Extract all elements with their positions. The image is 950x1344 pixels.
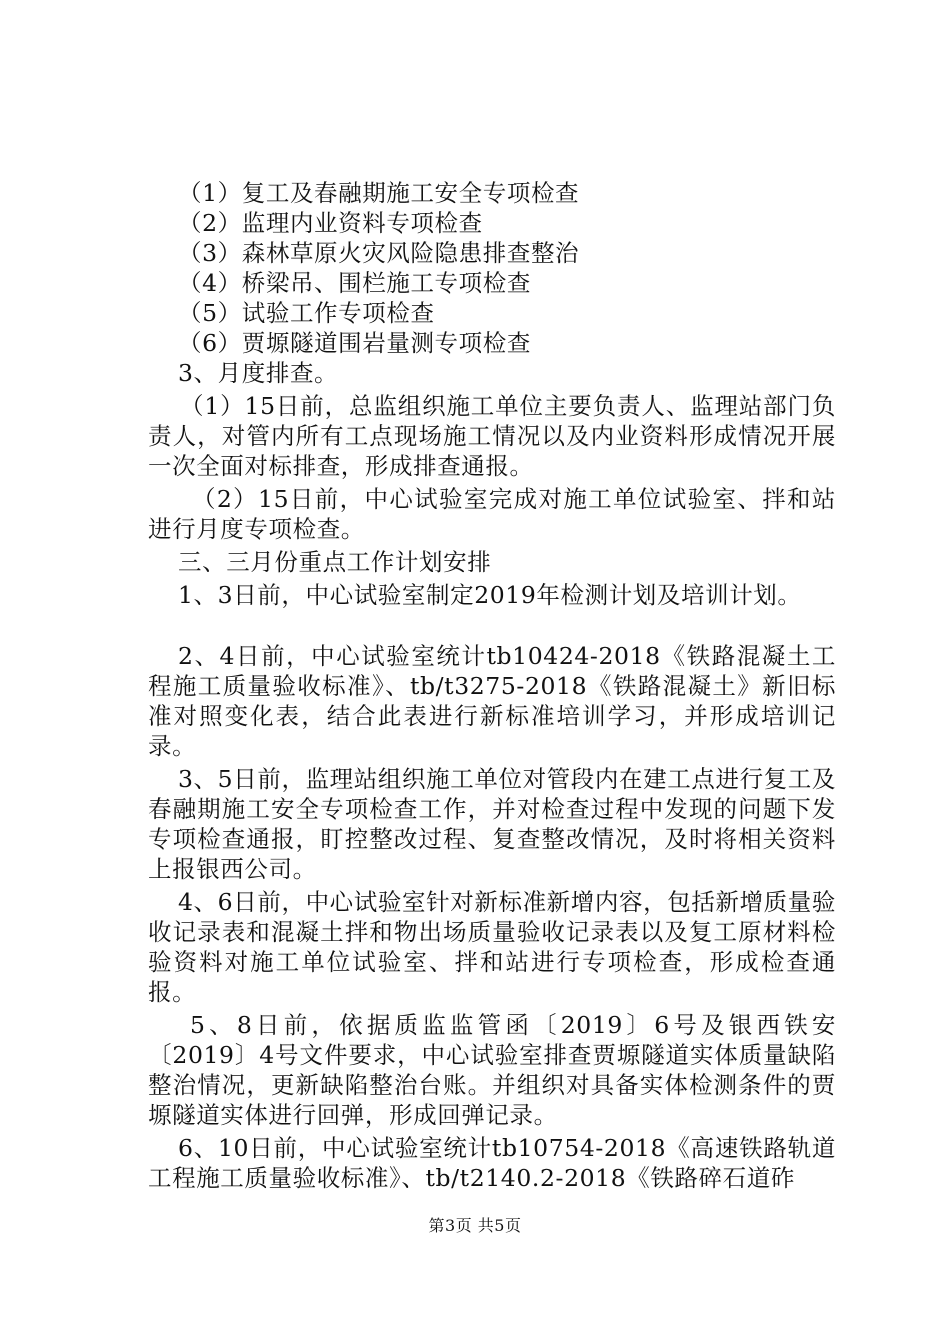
page-number: 第3页 共5页	[428, 1216, 522, 1235]
paragraph: （2）15日前，中心试验室完成对施工单位试验室、拌和站进行月度专项检查。	[148, 485, 836, 543]
section-heading: 三、三月份重点工作计划安排	[178, 548, 492, 576]
paragraph: 5、8日前，依据质监监管函〔2019〕6号及银西铁安〔2019〕4号文件要求，中心试验室排查贾塬隧道实体质量缺陷整治情况，更新缺陷整治台账。并组织对具备实体检测条件的贾塬隧道实体进行回弹，形成回弹记录。	[148, 1011, 836, 1129]
list-item: （2）监理内业资料专项检查	[178, 209, 483, 237]
paragraph: 1、3日前，中心试验室制定2019年检测计划及培训计划。	[178, 581, 802, 609]
list-item: （6）贾塬隧道围岩量测专项检查	[178, 329, 531, 357]
document-body	[148, 178, 836, 1193]
paragraph: 2、4日前，中心试验室统计tb10424-2018《铁路混凝土工程施工质量验收标准》、tb/t3275-2018《铁路混凝土》新旧标准对照变化表，结合此表进行新标准培训学习，并形成培训记录。	[148, 642, 836, 760]
list-item: （1）复工及春融期施工安全专项检查	[178, 179, 580, 207]
section-heading-monthly: 3、月度排查。	[178, 359, 339, 387]
paragraph: 4、6日前，中心试验室针对新标准新增内容，包括新增质量验收记录表和混凝土拌和物出场质量验收记录表以及复工原材料检验资料对施工单位试验室、拌和站进行专项检查，形成检查通报。	[148, 888, 836, 1006]
paragraph: 6、10日前，中心试验室统计tb10754-2018《高速铁路轨道工程施工质量验收标准》、tb/t2140.2-2018《铁路碎石道砟	[148, 1134, 836, 1192]
list-item: （3）森林草原火灾风险隐患排查整治	[178, 239, 580, 267]
paragraph: 3、5日前，监理站组织施工单位对管段内在建工点进行复工及春融期施工安全专项检查工作，并对检查过程中发现的问题下发专项检查通报，盯控整改过程、复查整改情况，及时将相关资料上报银西公司。	[148, 765, 836, 883]
paragraph: （1）15日前，总监组织施工单位主要负责人、监理站部门负责人，对管内所有工点现场施工情况以及内业资料形成情况开展一次全面对标排查，形成排查通报。	[148, 392, 836, 480]
list-item: （5）试验工作专项检查	[178, 299, 435, 327]
list-item: （4）桥梁吊、围栏施工专项检查	[178, 269, 531, 297]
